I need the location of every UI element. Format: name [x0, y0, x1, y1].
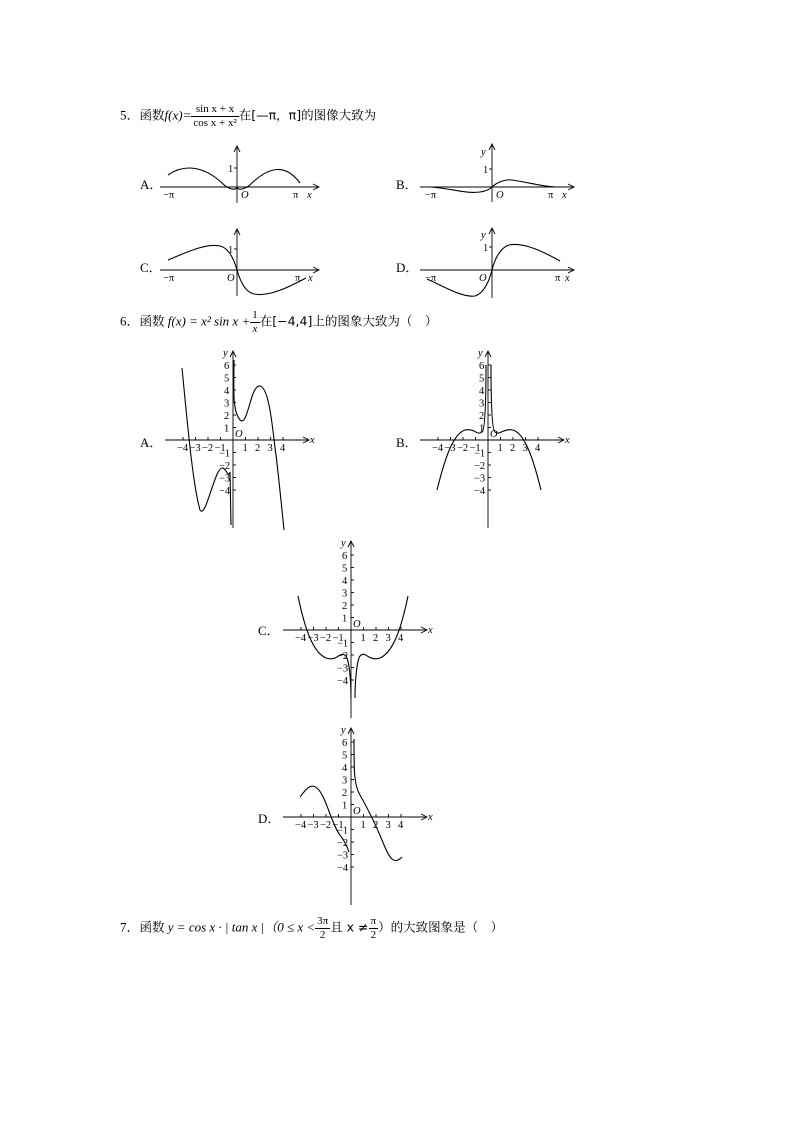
q6-y-tick-label: −1 — [219, 448, 231, 460]
q6-x-tick-label: −3 — [189, 443, 201, 454]
q6-y-tick-label: −2 — [337, 838, 349, 849]
q6-axes — [283, 538, 433, 718]
q5-fx: f(x)= — [164, 107, 192, 123]
q7-frac2-num: π — [370, 915, 377, 927]
q6-x-tick-label: 3 — [267, 443, 273, 454]
q6-option-d-label[interactable]: D． — [258, 811, 281, 826]
q6-prefix: 函数 — [139, 313, 165, 329]
q6-x-tick-label: −3 — [307, 633, 319, 644]
q6-y-tick-label: 1 — [479, 423, 485, 435]
q6-x-tick-label: 2 — [373, 633, 379, 644]
q5-frac-den: cos x + x² — [193, 117, 237, 129]
q6-x-tick-label: −1 — [214, 443, 226, 454]
q5-a-tick-1: 1 — [228, 164, 234, 175]
q5-option-b-label[interactable]: B． — [396, 177, 418, 192]
q6-x-tick-label: 1 — [497, 443, 503, 454]
q6-y-tick-label: 4 — [479, 386, 485, 397]
q6-y-label: y — [478, 348, 483, 359]
q6-x-tick-label: −4 — [432, 443, 444, 454]
q7-suffix: ）的大致图象是（ ） — [378, 919, 504, 935]
q6-y-tick-label: −1 — [474, 448, 486, 460]
q5-graph-c — [160, 228, 325, 298]
q6-x-tick-label: 3 — [385, 820, 391, 831]
q6-x-tick-label: 1 — [242, 443, 248, 454]
q6-y-label: y — [341, 725, 346, 736]
q6-origin: O — [353, 619, 361, 630]
q5-fraction — [191, 104, 238, 129]
q6-y-tick-label: 2 — [342, 788, 348, 799]
q5-suffix: 在[—π，π]的图像大致为 — [238, 107, 377, 123]
q6-axes — [165, 348, 315, 528]
q7-mid: 且 x ≠ — [330, 919, 369, 935]
q5-a-origin: O — [241, 190, 249, 201]
q6-x-tick-label: 4 — [280, 443, 286, 454]
q5-d-origin: O — [479, 273, 487, 284]
q7-fraction-1 — [315, 916, 330, 941]
q7-frac1-num: 3π — [317, 915, 329, 927]
q6-y-tick-label: −4 — [474, 486, 486, 497]
q6-suffix: 在[−4,4]上的图象大致为（ ） — [259, 313, 438, 329]
q6-y-tick-label: −2 — [219, 461, 231, 472]
q7-number: 7． — [120, 919, 140, 935]
q6-x-tick-label: −2 — [457, 443, 469, 454]
q6-x-tick-label: −3 — [307, 820, 319, 831]
q6-y-tick-label: 3 — [479, 398, 485, 410]
q5-b-tick-1: 1 — [483, 165, 489, 176]
q6-frac-den: x — [252, 323, 258, 335]
q5-d-y-label: y — [481, 230, 486, 241]
q6-y-tick-label: 3 — [342, 588, 348, 600]
q6-x-tick-label: −2 — [202, 443, 214, 454]
q6-origin: O — [235, 429, 243, 440]
q6-x-label: x — [565, 435, 570, 446]
q6-x-tick-label: −1 — [332, 820, 344, 831]
q5-a-curve — [168, 168, 300, 189]
q6-y-tick-label: 4 — [342, 763, 348, 774]
q6-option-a-label[interactable]: A． — [140, 435, 163, 450]
q5-option-a-label[interactable]: A． — [140, 177, 163, 192]
q6-origin: O — [353, 806, 361, 817]
q6-x-tick-label: 4 — [535, 443, 541, 454]
q6-y-tick-label: 2 — [479, 411, 485, 422]
q6-y-tick-label: −4 — [219, 486, 231, 497]
q6-y-tick-label: −4 — [337, 863, 349, 874]
q6-x-tick-label: −1 — [332, 633, 344, 644]
q6-graph-b — [415, 340, 575, 530]
q6-y-tick-label: 2 — [342, 601, 348, 612]
q6-x-tick-label: −4 — [295, 633, 307, 644]
q5-c-x-label: x — [308, 273, 313, 284]
q5-option-c-label[interactable]: C． — [140, 260, 162, 275]
q5-d-tick-1: 1 — [483, 243, 489, 254]
q6-x-tick-label: −2 — [320, 820, 332, 831]
q6-y-tick-label: −1 — [337, 825, 349, 837]
q6-y-tick-label: −1 — [337, 638, 349, 650]
q7-frac1-den: 2 — [319, 929, 326, 941]
q5-c-pi: π — [295, 273, 301, 284]
q6-x-tick-label: 3 — [385, 633, 391, 644]
q6-x-tick-label: −4 — [295, 820, 307, 831]
q6-y-tick-label: −3 — [337, 850, 349, 862]
q6-origin: O — [490, 429, 498, 440]
q5-prefix: 函数 — [139, 107, 165, 123]
q6-y-tick-label: 2 — [224, 411, 230, 422]
q5-c-tick-1: 1 — [228, 245, 234, 256]
q6-x-tick-label: 2 — [255, 443, 261, 454]
q5-c-neg-pi: −π — [163, 273, 175, 284]
question-5 — [120, 104, 376, 129]
q6-y-tick-label: 3 — [342, 775, 348, 787]
q6-fraction — [250, 310, 260, 335]
q6-x-label: x — [310, 435, 315, 446]
q6-y-tick-label: −2 — [474, 461, 486, 472]
q6-y-tick-label: −2 — [337, 651, 349, 662]
q6-y-tick-label: −3 — [474, 473, 486, 485]
q6-x-tick-label: 1 — [360, 633, 366, 644]
q5-graph-a — [160, 145, 325, 205]
q6-graph-c — [278, 530, 438, 720]
q5-b-curve — [430, 180, 555, 193]
q6-x-tick-label: −3 — [444, 443, 456, 454]
q6-x-tick-label: −4 — [177, 443, 189, 454]
q5-a-x-label: x — [307, 190, 312, 201]
q6-frac-num: 1 — [252, 309, 258, 321]
q5-b-neg-pi: −π — [425, 190, 437, 201]
q5-b-y-label: y — [481, 147, 486, 158]
q6-y-tick-label: −4 — [337, 676, 349, 687]
q5-graph-b — [415, 142, 580, 204]
q5-a-neg-pi: −π — [163, 190, 175, 201]
q6-y-tick-label: 5 — [479, 373, 485, 385]
q6-y-label: y — [341, 538, 346, 549]
q6-y-tick-label: −3 — [219, 473, 231, 485]
q6-x-tick-label: 1 — [360, 820, 366, 831]
q6-y-tick-label: 5 — [342, 563, 348, 575]
q5-c-origin: O — [227, 273, 235, 284]
q6-y-tick-label: 4 — [224, 386, 230, 397]
q5-d-x-label: x — [565, 273, 570, 284]
q5-b-x-label: x — [562, 190, 567, 201]
q7-prefix: 函数 — [139, 919, 165, 935]
q6-x-tick-label: 2 — [373, 820, 379, 831]
q6-y-tick-label: 4 — [342, 576, 348, 587]
q6-number: 6． — [120, 313, 140, 329]
q6-graph-d — [278, 717, 438, 907]
question-6 — [120, 310, 437, 335]
q6-x-tick-label: −1 — [469, 443, 481, 454]
q5-d-neg-pi: −π — [425, 273, 437, 284]
q5-number: 5． — [120, 107, 140, 123]
q6-y-tick-label: 5 — [342, 750, 348, 762]
q6-y-tick-label: 1 — [342, 613, 348, 625]
question-7 — [120, 916, 503, 941]
q5-graph-d — [415, 226, 580, 300]
q5-b-origin: O — [496, 190, 504, 201]
q6-x-tick-label: 4 — [398, 820, 404, 831]
q6-y-tick-label: 3 — [224, 398, 230, 410]
q6-graph-a — [160, 340, 320, 530]
q5-frac-num: sin x + x — [191, 104, 238, 117]
q6-y-tick-label: 1 — [224, 423, 230, 435]
q6-x-label: x — [428, 812, 433, 823]
q6-y-tick-label: 1 — [342, 800, 348, 812]
q6-x-tick-label: −2 — [320, 633, 332, 644]
q6-y-tick-label: 6 — [479, 361, 485, 372]
q6-y-tick-label: 5 — [224, 373, 230, 385]
q5-d-pi: π — [555, 273, 561, 284]
q6-y-tick-label: 6 — [224, 361, 230, 372]
q5-b-pi: π — [548, 190, 554, 201]
q6-option-b-label[interactable]: B． — [396, 435, 418, 450]
q6-x-tick-label: 4 — [398, 633, 404, 644]
q6-expr: f(x) = x² sin x + — [167, 313, 251, 329]
q6-y-tick-label: 6 — [342, 551, 348, 562]
q5-option-d-label[interactable]: D． — [396, 260, 419, 275]
q6-axes — [420, 348, 570, 528]
q7-fraction-2 — [369, 916, 379, 941]
q6-x-tick-label: 3 — [522, 443, 528, 454]
q6-y-label: y — [223, 348, 228, 359]
q6-c-curve — [298, 596, 408, 698]
q5-a-pi: π — [293, 190, 299, 201]
q6-x-label: x — [428, 625, 433, 636]
q6-option-c-label[interactable]: C． — [258, 623, 280, 638]
q6-axes — [283, 725, 433, 905]
q7-expr: y = cos x · | tan x |（0 ≤ x < — [167, 919, 316, 935]
q6-y-tick-label: −3 — [337, 663, 349, 675]
q6-y-tick-label: 6 — [342, 738, 348, 749]
q7-frac2-den: 2 — [370, 929, 377, 941]
q6-x-tick-label: 2 — [510, 443, 516, 454]
